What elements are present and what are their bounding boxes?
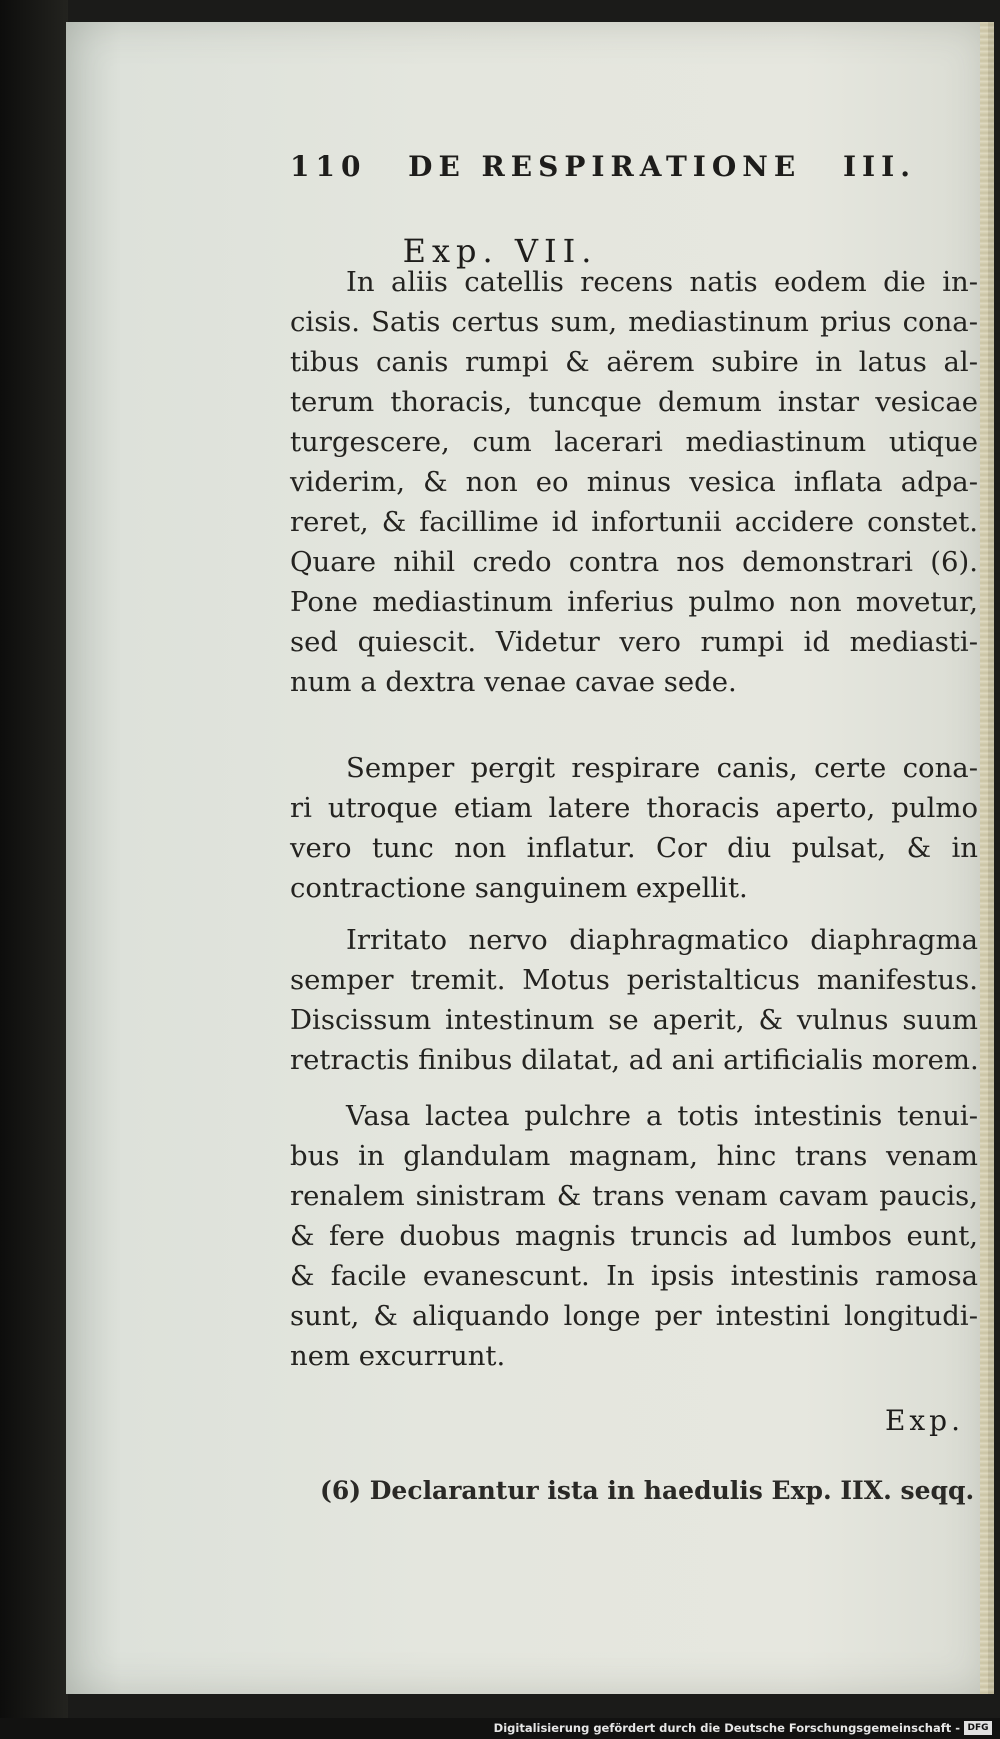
text-line: tibus canis rumpi & aërem subire in latus al- — [290, 346, 978, 378]
text-line: vero tunc non inflatur. Cor diu pulsat, & in — [290, 832, 978, 864]
experiment-title: Exp. VII. — [402, 232, 598, 270]
text-line: & fere duobus magnis truncis ad lumbos eunt, — [290, 1220, 978, 1252]
text-line: viderim, & non eo minus vesica inflata adpa- — [290, 466, 978, 498]
section-number: III. — [842, 150, 916, 183]
paragraph-2 — [290, 748, 978, 908]
dfg-logo: DFG — [964, 1721, 992, 1735]
text-line: Irritato nervo diaphragmatico diaphragma — [346, 924, 978, 956]
text-line: ri utroque etiam latere thoracis aperto, pulmo — [290, 792, 978, 824]
text-line: Pone mediastinum inferius pulmo non movetur, — [290, 586, 978, 618]
text-line: Quare nihil credo contra nos demonstrari (6). — [290, 546, 978, 578]
paragraph-1 — [290, 262, 978, 702]
running-title: DE RESPIRATIONE — [408, 150, 802, 183]
text-line: retractis finibus dilatat, ad ani artificialis morem. — [290, 1044, 979, 1076]
paragraph-4 — [290, 1096, 978, 1376]
paragraph-3 — [290, 920, 978, 1080]
text-line: Semper pergit respirare canis, certe cona- — [346, 752, 978, 784]
text-line: cisis. Satis certus sum, mediastinum prius cona- — [290, 306, 978, 338]
text-line: nem excurrunt. — [290, 1340, 506, 1372]
text-line: bus in glandulam magnam, hinc trans venam — [290, 1140, 978, 1172]
text-line: terum thoracis, tuncque demum instar vesicae — [290, 386, 978, 418]
text-line: renalem sinistram & trans venam cavam paucis, — [290, 1180, 978, 1212]
text-line: contractione sanguinem expellit. — [290, 872, 748, 904]
text-line: sunt, & aliquando longe per intestini longitudi- — [290, 1300, 978, 1332]
text-line: Discissum intestinum se aperit, & vulnus suum — [290, 1004, 978, 1036]
footnote: (6) Declarantur ista in haedulis Exp. IIX. seqq. — [320, 1476, 975, 1505]
text-line: turgescere, cum lacerari mediastinum utique — [290, 426, 978, 458]
running-head — [290, 150, 916, 194]
catchword: Exp. — [884, 1404, 964, 1437]
digitization-credit: Digitalisierung gefördert durch die Deutsche Forschungsgemeinschaft - — [493, 1721, 960, 1735]
page-number: 110 — [290, 150, 367, 183]
text-line: sed quiescit. Videtur vero rumpi id mediasti- — [290, 626, 978, 658]
text-line: Vasa lactea pulchre a totis intestinis tenui- — [346, 1100, 978, 1132]
text-line: num a dextra venae cavae sede. — [290, 666, 737, 698]
text-line: reret, & facillime id infortunii accidere constet. — [290, 506, 978, 538]
text-line: semper tremit. Motus peristalticus manifestus. — [290, 964, 978, 996]
text-line: In aliis catellis recens natis eodem die in- — [346, 266, 978, 298]
text-line: & facile evanescunt. In ipsis intestinis ramosa — [290, 1260, 978, 1292]
page-edge — [980, 22, 994, 1694]
